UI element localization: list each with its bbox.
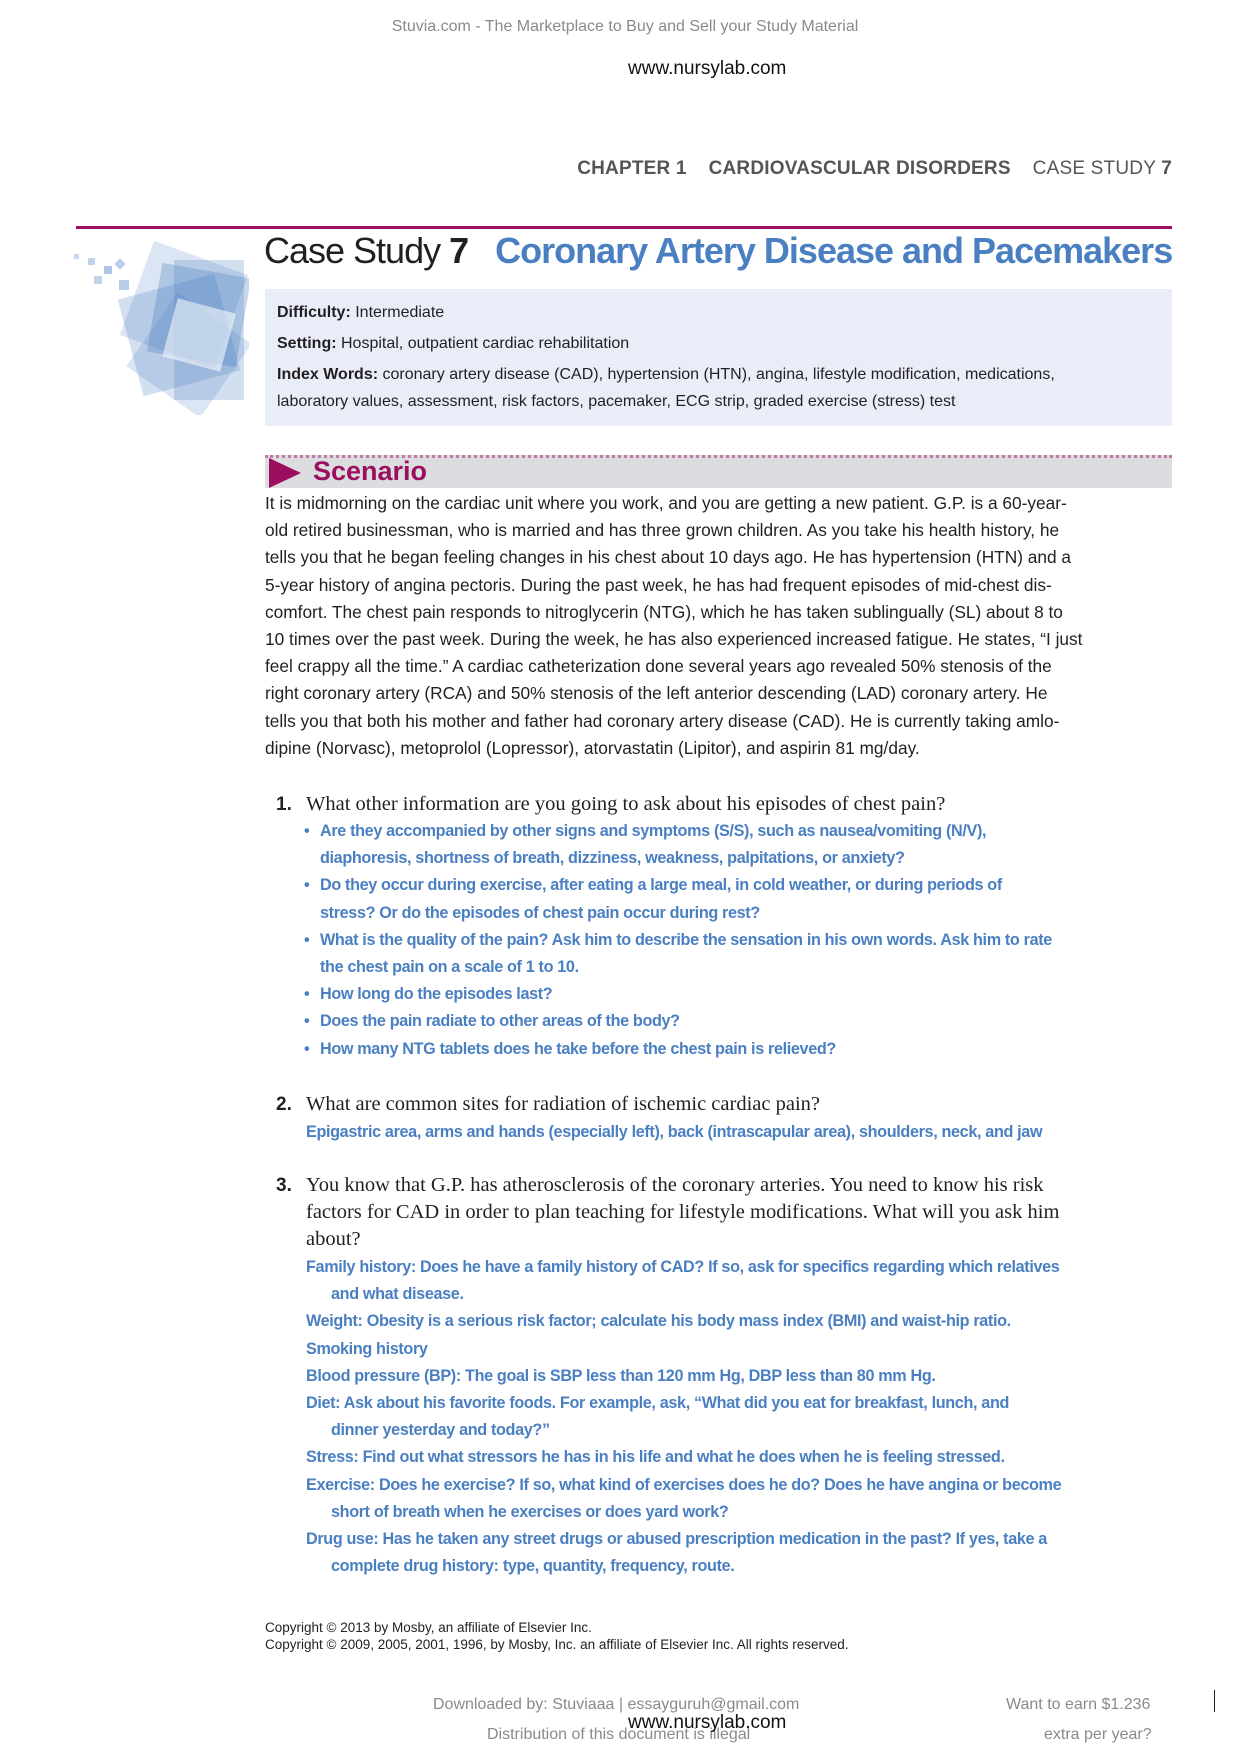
difficulty-value: Intermediate <box>355 304 445 321</box>
answer-line: Family history: Does he have a family history of CAD? If so, ask for specifics regarding which relatives <box>306 1258 1060 1276</box>
scenario-line: tells you that he began feeling changes in his chest about 10 days ago. He has hypertension (HTN) and a <box>265 547 1072 568</box>
setting-row <box>277 328 1160 359</box>
question-line <box>276 1172 1059 1199</box>
answer-bullet-line <box>304 872 1052 899</box>
earn-line-1[interactable]: Want to earn $1.236 <box>1006 1696 1151 1713</box>
answer-line: Weight: Obesity is a serious risk factor; calculate his body mass index (BMI) and waist-hip ratio. <box>306 1312 1011 1331</box>
downloaded-by: Downloaded by: Stuviaaa | essayguruh@gmail.com <box>433 1696 800 1713</box>
answers-3 <box>306 1254 1061 1580</box>
page-title <box>264 230 1172 272</box>
question-text: You know that G.P. has atherosclerosis of the coronary arteries. You need to know his risk <box>306 1174 1044 1196</box>
question-number: 3. <box>276 1175 292 1196</box>
difficulty-label: Difficulty: <box>277 304 351 321</box>
bullet-icon: • <box>304 930 310 949</box>
question-line <box>276 791 945 818</box>
answer-bullet-line <box>304 981 1052 1008</box>
title-text: Coronary Artery Disease and Pacemakers <box>495 230 1173 271</box>
scenario-heading-bar <box>265 455 1172 488</box>
title-number: 7 <box>449 230 469 271</box>
scenario-line: 5-year history of angina pectoris. During the past week, he has had frequent episodes of mid-chest dis- <box>265 574 1052 595</box>
answer-bullet-line <box>304 818 1052 845</box>
answer-text: the chest pain on a scale of 1 to 10. <box>320 958 579 977</box>
question-1 <box>276 791 945 818</box>
answer-text: Are they accompanied by other signs and symptoms (S/S), such as nausea/vomiting (N/V), <box>320 822 987 840</box>
question-line <box>276 1226 1059 1253</box>
section-label: CARDIOVASCULAR DISORDERS <box>708 158 1011 179</box>
question-text: What other information are you going to ask about his episodes of chest pain? <box>306 793 946 815</box>
index-value-2: laboratory values, assessment, risk factors, pacemaker, ECG strip, graded exercise (stress) test <box>277 393 956 410</box>
scenario-paragraph <box>265 490 1082 762</box>
scenario-line: comfort. The chest pain responds to nitroglycerin (NTG), which he has taken sublingually (SL) about 8 to <box>265 601 1063 622</box>
case-label: CASE STUDY <box>1032 158 1156 179</box>
scenario-line: feel crappy all the time.” A cardiac catheterization done several years ago revealed 50% stenosis of the <box>265 656 1052 677</box>
question-2 <box>276 1091 820 1118</box>
earn-line-2[interactable]: extra per year? <box>1044 1726 1152 1743</box>
answer-line: Exercise: Does he exercise? If so, what kind of exercises does he do? Does he have angina or become <box>306 1475 1062 1494</box>
answer-text: How many NTG tablets does he take before the chest pain is relieved? <box>320 1039 836 1058</box>
question-number: 2. <box>276 1094 292 1115</box>
answer-bullet-line <box>304 954 1052 981</box>
index-label: Index Words: <box>277 366 379 383</box>
answer-line: complete drug history: type, quantity, frequency, route. <box>331 1557 735 1576</box>
site-watermark: www.nursylab.com <box>628 58 787 79</box>
setting-label: Setting: <box>277 335 337 352</box>
answer-bullet-line <box>304 845 1052 872</box>
scroll-marker <box>1214 1690 1215 1712</box>
case-info-box <box>265 289 1172 426</box>
answer-text: stress? Or do the episodes of chest pain occur during rest? <box>320 903 760 922</box>
question-3 <box>276 1172 1059 1253</box>
answer-text: What is the quality of the pain? Ask him to describe the sensation in his own words. Ask him to rate <box>320 930 1052 949</box>
bullet-icon: • <box>304 1012 310 1031</box>
answer-bullet-line <box>304 927 1052 954</box>
copyright-line-1: Copyright © 2013 by Mosby, an affiliate of Elsevier Inc. <box>265 1620 592 1635</box>
answer-text: Does the pain radiate to other areas of the body? <box>320 1012 680 1031</box>
answer-line: Blood pressure (BP): The goal is SBP less than 120 mm Hg, DBP less than 80 mm Hg. <box>306 1366 936 1385</box>
bullet-icon: • <box>304 876 310 895</box>
answer-line: Diet: Ask about his favorite foods. For example, ask, “What did you eat for breakfast, lunch, and <box>306 1394 1010 1413</box>
running-header <box>577 158 1172 180</box>
difficulty-row <box>277 297 1160 328</box>
question-line <box>276 1199 1059 1226</box>
bullet-icon: • <box>304 1039 310 1058</box>
question-line <box>276 1091 820 1118</box>
scenario-line: right coronary artery (RCA) and 50% stenosis of the left anterior descending (LAD) coronary artery. He <box>265 683 1048 704</box>
scenario-heading: Scenario <box>313 456 428 486</box>
triangle-arrow-icon <box>269 458 301 488</box>
answers-1 <box>304 818 1052 1063</box>
scenario-line: It is midmorning on the cardiac unit where you work, and you are getting a new patient. G.P. is a 60-year- <box>265 493 1067 513</box>
question-text: factors for CAD in order to plan teaching for lifestyle modifications. What will you ask him <box>306 1201 1060 1223</box>
answer-2: Epigastric area, arms and hands (especially left), back (intrascapular area), shoulders, neck, and jaw <box>306 1123 1043 1141</box>
scenario-line: tells you that both his mother and father had coronary artery disease (CAD). He is currently taking amlo- <box>265 710 1060 731</box>
distribution-notice: Distribution of this document is illegal <box>487 1726 751 1743</box>
bullet-icon: • <box>304 985 310 1004</box>
scenario-line: 10 times over the past week. During the week, he has also experienced increased fatigue. He states, “I just <box>265 628 1083 649</box>
answer-line: dinner yesterday and today?” <box>331 1421 550 1440</box>
case-number: 7 <box>1161 158 1172 179</box>
question-number: 1. <box>276 794 292 815</box>
scenario-line: dipine (Norvasc), metoprolol (Lopressor), atorvastatin (Lipitor), and aspirin 81 mg/day. <box>265 737 920 758</box>
index-value-1: coronary artery disease (CAD), hypertension (HTN), angina, lifestyle modification, medications, <box>382 366 1055 383</box>
answer-text: How long do the episodes last? <box>320 985 553 1004</box>
answer-line: Stress: Find out what stressors he has in his life and what he does when he is feeling stressed. <box>306 1448 1005 1467</box>
stuvia-watermark: Stuvia.com - The Marketplace to Buy and Sell your Study Material <box>391 18 859 35</box>
scenario-line: old retired businessman, who is married and has three grown children. As you take his health history, he <box>265 520 1060 541</box>
answer-bullet-line <box>304 1008 1052 1035</box>
answer-bullet-line <box>304 900 1052 927</box>
answer-line: short of breath when he exercises or does yard work? <box>331 1502 729 1521</box>
header-rule <box>76 226 1172 229</box>
bullet-icon: • <box>304 822 310 840</box>
question-text: What are common sites for radiation of ischemic cardiac pain? <box>306 1093 820 1115</box>
site-watermark-footer: www.nursylab.com <box>628 1712 787 1733</box>
answer-text: Do they occur during exercise, after eating a large meal, in cold weather, or during periods of <box>320 876 1002 895</box>
decorative-squares-logo <box>74 240 249 415</box>
answer-line: and what disease. <box>331 1285 464 1304</box>
chapter-label: CHAPTER 1 <box>577 158 687 179</box>
index-row <box>277 359 1160 390</box>
copyright-line-2: Copyright © 2009, 2005, 2001, 1996, by Mosby, Inc. an affiliate of Elsevier Inc. All rights reserved. <box>265 1637 849 1652</box>
setting-value: Hospital, outpatient cardiac rehabilitation <box>341 335 630 352</box>
copyright <box>265 1619 849 1653</box>
answer-text: diaphoresis, shortness of breath, dizziness, weakness, palpitations, or anxiety? <box>320 849 905 868</box>
answer-bullet-line <box>304 1036 1052 1063</box>
title-prefix: Case Study <box>264 230 441 271</box>
answer-line: Drug use: Has he taken any street drugs or abused prescription medication in the past? If yes, take a <box>306 1530 1047 1549</box>
answer-line: Smoking history <box>306 1339 428 1358</box>
question-text: about? <box>306 1228 361 1250</box>
